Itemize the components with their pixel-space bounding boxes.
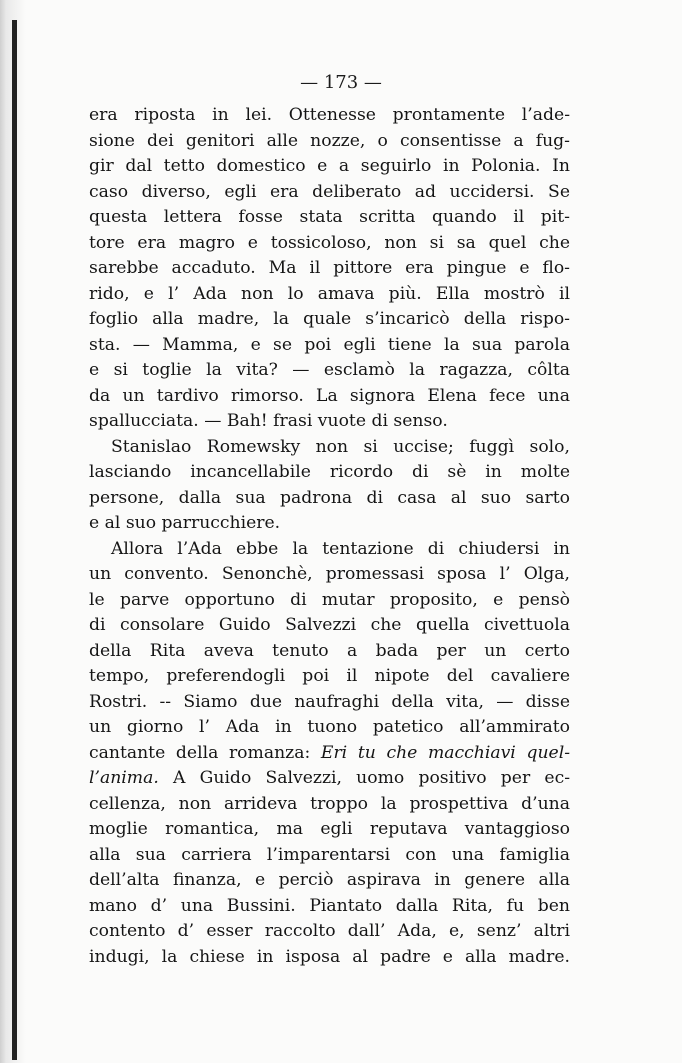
text-line: Allora l’Ada ebbe la tentazione di chiudersi in [111,538,570,559]
text-line: da un tardivo rimorso. La signora Elena fece una [89,385,570,406]
text-line: sione dei genitori alle nozze, o consentisse a fug- [89,130,570,151]
text-line: dell’alta finanza, e perciò aspirava in genere alla [89,870,570,890]
text-line: sta. — Mamma, e se poi egli tiene la sua parola [89,334,570,355]
text-line: le parve opportuno di mutar proposito, e pensò [89,589,570,610]
body-text [89,103,570,970]
text-line: contento d’ esser raccolto dall’ Ada, e, senz’ altri [89,921,570,941]
text-line: persone, dalla sua padrona di casa al suo sarto [89,487,570,508]
text-line: Rostri. -- Siamo due naufraghi della vita, — disse [89,691,570,712]
text-line: era riposta in lei. Ottenesse prontamente l’ade- [89,105,570,125]
text-line: foglio alla madre, la quale s’incaricò della rispo- [89,309,570,329]
text-line: moglie romantica, ma egli reputava vantaggioso [89,819,570,839]
text-line: un giorno l’ Ada in tuono patetico all’ammirato [89,717,570,737]
text-line: cellenza, non arrideva troppo la prospettiva d’una [89,793,570,814]
text-line: questa lettera fosse stata scritta quando il pit- [89,207,570,227]
text-line: tore era magro e tossicoloso, non si sa quel che [89,232,570,253]
text-line: sarebbe accaduto. Ma il pittore era pingue e flo- [89,258,570,278]
text-line: gir dal tetto domestico e a seguirlo in Polonia. In [89,156,570,176]
text-line: alla sua carriera l’imparentarsi con una famiglia [89,844,570,865]
text-line: indugi, la chiese in isposa al padre e alla madre. [89,946,570,967]
page-number: — 173 — [300,72,382,93]
text-line [89,741,570,767]
text-line: rido, e l’ Ada non lo amava più. Ella mostrò il [89,283,570,304]
text-line: mano d’ una Bussini. Piantato dalla Rita, fu ben [89,895,570,916]
text-line: e al suo parrucchiere. [89,513,281,533]
text-line [89,766,570,792]
italic-phrase: l’anima. [89,768,159,788]
text-segment: A Guido Salvezzi, uomo positivo per ec- [173,768,570,788]
text-line: della Rita aveva tenuto a bada per un certo [89,640,570,661]
text-line: lasciando incancellabile ricordo di sè in molte [89,462,570,482]
text-line: Stanislao Romewsky non si uccise; fuggì solo, [111,436,570,457]
text-line: un convento. Senonchè, promessasi sposa l’ Olga, [89,564,570,584]
text-line: e si toglie la vita? — esclamò la ragazza, côlta [89,360,570,380]
text-line: spallucciata. — Bah! frasi vuote di senso. [89,411,448,431]
text-line: caso diverso, egli era deliberato ad uccidersi. Se [89,181,570,202]
text-line: tempo, preferendogli poi il nipote del cavaliere [89,666,570,686]
italic-phrase: Eri tu che macchiavi quel- [320,742,570,763]
text-segment: cantante della romanza: [89,742,311,763]
text-line: di consolare Guido Salvezzi che quella civettuola [89,615,570,635]
page-binding-edge [12,20,17,1060]
